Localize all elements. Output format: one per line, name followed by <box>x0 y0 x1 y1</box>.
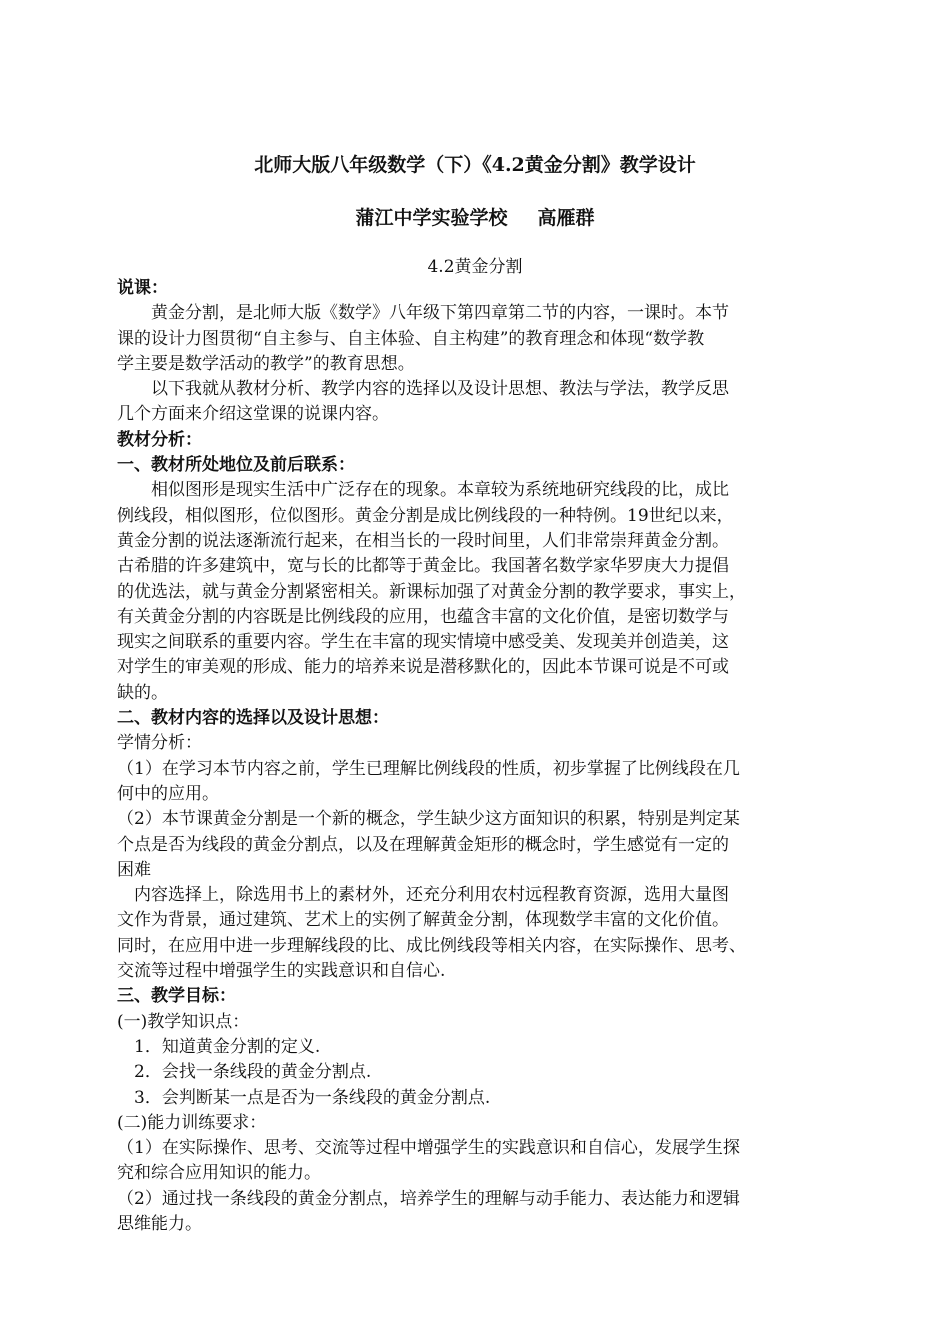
author-name: 高雁群 <box>537 207 595 229</box>
text-line: 学主要是数学活动的教学”的教育思想。 <box>117 353 415 374</box>
text-line: 课的设计力图贯彻“自主参与、自主体验、自主构建”的教育理念和体现“数学教 <box>117 328 705 349</box>
text-line: 黄金分割，是北师大版《数学》八年级下第四章第二节的内容，一课时。本节 <box>151 303 729 324</box>
text-line: 现实之间联系的重要内容。学生在丰富的现实情境中感受美、发现美并创造美，这 <box>117 632 729 653</box>
section-heading: 二、教材内容的选择以及设计思想： <box>117 708 389 729</box>
text-line: 黄金分割的说法逐渐流行起来，在相当长的一段时间里，人们非常崇拜黄金分割。 <box>117 530 729 551</box>
author-line <box>0 203 950 230</box>
text-line: 同时，在应用中进一步理解线段的比、成比例线段等相关内容，在实际操作、思考、 <box>117 935 746 956</box>
school-name: 蒲江中学实验学校 <box>355 207 508 229</box>
text-line: 文作为背景，通过建筑、艺术上的实例了解黄金分割，体现数学丰富的文化价值。 <box>117 910 729 931</box>
text-line: 有关黄金分割的内容既是比例线段的应用，也蕴含丰富的文化价值，是密切数学与 <box>117 606 729 627</box>
text-line: 例线段，相似图形，位似图形。黄金分割是成比例线段的一种特例。19世纪以来， <box>117 505 734 526</box>
text-line: 交流等过程中增强学生的实践意识和自信心. <box>117 961 446 982</box>
text-line: 何中的应用。 <box>117 783 219 804</box>
text-line: 学情分析： <box>117 733 202 754</box>
text-line: 困难 <box>117 859 151 880</box>
text-line: （2）本节课黄金分割是一个新的概念，学生缺少这方面知识的积累，特别是判定某 <box>117 809 740 830</box>
text-line: （1）在学习本节内容之前，学生已理解比例线段的性质，初步掌握了比例线段在几 <box>117 758 740 779</box>
document-title: 北师大版八年级数学（下）《4.2黄金分割》教学设计 <box>254 154 696 176</box>
section-heading: 说课： <box>117 278 168 298</box>
text-line: 思维能力。 <box>117 1213 202 1234</box>
text-line: 几个方面来介绍这堂课的说课内容。 <box>117 404 389 425</box>
text-line: 3．会判断某一点是否为一条线段的黄金分割点. <box>134 1087 491 1108</box>
text-line: 古希腊的许多建筑中，宽与长的比都等于黄金比。我国著名数学家华罗庚大力提倡 <box>117 556 729 577</box>
section-heading: 教材分析： <box>117 429 202 450</box>
text-line: 个点是否为线段的黄金分割点，以及在理解黄金矩形的概念时，学生感觉有一定的 <box>117 834 729 855</box>
section-heading: 三、教学目标： <box>117 986 236 1007</box>
text-line: 相似图形是现实生活中广泛存在的现象。本章较为系统地研究线段的比，成比 <box>151 480 729 501</box>
text-line: 内容选择上，除选用书上的素材外，还充分利用农村远程教育资源，选用大量图 <box>134 885 729 906</box>
section-subtitle: 4.2黄金分割 <box>427 257 523 277</box>
text-line: （1）在实际操作、思考、交流等过程中增强学生的实践意识和自信心，发展学生探 <box>117 1138 740 1159</box>
document-body <box>117 276 839 1237</box>
text-line: 2．会找一条线段的黄金分割点. <box>134 1062 372 1083</box>
text-line: (一)教学知识点： <box>117 1011 250 1032</box>
text-line: 究和综合应用知识的能力。 <box>117 1163 321 1184</box>
text-line: 以下我就从教材分析、教学内容的选择以及设计思想、教法与学法，教学反思 <box>151 379 729 400</box>
text-line: 1．知道黄金分割的定义. <box>134 1036 321 1057</box>
text-line: 缺的。 <box>117 682 168 703</box>
text-line: 的优选法，就与黄金分割紧密相关。新课标加强了对黄金分割的教学要求，事实上， <box>117 581 746 602</box>
text-line: 对学生的审美观的形成、能力的培养来说是潜移默化的，因此本节课可说是不可或 <box>117 657 729 678</box>
text-line: （2）通过找一条线段的黄金分割点，培养学生的理解与动手能力、表达能力和逻辑 <box>117 1188 740 1209</box>
section-heading: 一、教材所处地位及前后联系： <box>117 455 355 476</box>
text-line: (二)能力训练要求： <box>117 1112 267 1133</box>
